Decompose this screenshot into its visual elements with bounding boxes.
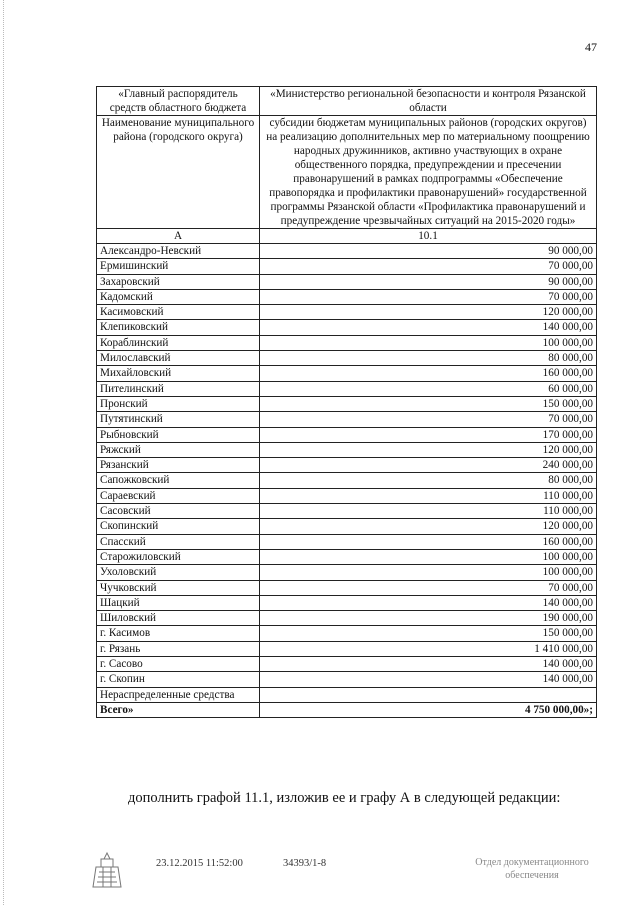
amount-cell: 100 000,00 — [260, 335, 597, 350]
table-row — [97, 259, 597, 274]
district-name-cell: Клепиковский — [97, 320, 260, 335]
table-row — [97, 580, 597, 595]
table-row — [97, 488, 597, 503]
table-row — [97, 687, 597, 702]
table-row — [97, 335, 597, 350]
district-name-cell: г. Скопин — [97, 672, 260, 687]
district-name-cell: Чучковский — [97, 580, 260, 595]
amount-cell: 90 000,00 — [260, 274, 597, 289]
district-name-cell: Старожиловский — [97, 549, 260, 564]
amount-cell: 80 000,00 — [260, 473, 597, 488]
table-row — [97, 289, 597, 304]
amount-cell: 120 000,00 — [260, 519, 597, 534]
table-row — [97, 611, 597, 626]
header-distributor-label: «Главный распорядитель средств областного бюджета — [97, 87, 260, 116]
district-name-cell: Скопинский — [97, 519, 260, 534]
amount-cell: 110 000,00 — [260, 488, 597, 503]
table-row — [97, 504, 597, 519]
table-total-row — [97, 702, 597, 717]
amount-cell: 110 000,00 — [260, 504, 597, 519]
table-header-row-2 — [97, 116, 597, 229]
footer-department: Отдел документационного обеспечения — [475, 857, 589, 881]
amount-cell: 150 000,00 — [260, 396, 597, 411]
district-name-cell: Кораблинский — [97, 335, 260, 350]
district-name-cell: Шацкий — [97, 595, 260, 610]
total-value: 4 750 000,00»; — [260, 702, 597, 717]
district-name-cell: Захаровский — [97, 274, 260, 289]
amendment-text: дополнить графой 11.1, изложив ее и графу А в следующей редакции: — [128, 790, 561, 806]
table-row — [97, 320, 597, 335]
amount-cell: 100 000,00 — [260, 565, 597, 580]
amount-cell: 140 000,00 — [260, 595, 597, 610]
district-name-cell: Сапожковский — [97, 473, 260, 488]
footer-date: 23.12.2015 11:52:00 — [156, 858, 243, 869]
amount-cell: 170 000,00 — [260, 427, 597, 442]
table-header-row-3 — [97, 229, 597, 244]
table-row — [97, 519, 597, 534]
table-row — [97, 427, 597, 442]
table-row — [97, 458, 597, 473]
amount-cell: 100 000,00 — [260, 549, 597, 564]
district-name-cell: Путятинский — [97, 412, 260, 427]
amount-cell: 70 000,00 — [260, 289, 597, 304]
emblem-logo-icon — [88, 850, 126, 890]
table-row — [97, 534, 597, 549]
total-label: Всего» — [97, 702, 260, 717]
amount-cell: 80 000,00 — [260, 351, 597, 366]
header-col-a: А — [97, 229, 260, 244]
header-district-name: Наименование муниципального района (городского округа) — [97, 116, 260, 229]
header-col-10-1: 10.1 — [260, 229, 597, 244]
district-name-cell: Нераспределенные средства — [97, 687, 260, 702]
table-row — [97, 442, 597, 457]
amount-cell: 120 000,00 — [260, 305, 597, 320]
district-name-cell: г. Касимов — [97, 626, 260, 641]
table-row — [97, 412, 597, 427]
table-row — [97, 565, 597, 580]
district-name-cell: Милославский — [97, 351, 260, 366]
header-subsidy-description: субсидии бюджетам муниципальных районов (городских округов) на реализацию дополнительных мер по материальному поощрению народных дружинников, активно участвующих в охране общественного порядка, предупреждении и пресечении правонарушений в рамках подпрограммы «Обеспечение правопорядка и профилактики правонарушений» государственной программы Рязанской области «Профилактика правонарушений и предупреждение чрезвычайных ситуаций на 2015-2020 годы» — [260, 116, 597, 229]
amount-cell: 60 000,00 — [260, 381, 597, 396]
footer-doc-number: 34393/1-8 — [283, 858, 327, 869]
district-name-cell: г. Рязань — [97, 641, 260, 656]
amount-cell: 120 000,00 — [260, 442, 597, 457]
amount-cell: 160 000,00 — [260, 534, 597, 549]
amount-cell: 1 410 000,00 — [260, 641, 597, 656]
table-row — [97, 381, 597, 396]
amount-cell: 70 000,00 — [260, 580, 597, 595]
district-name-cell: Спасский — [97, 534, 260, 549]
district-name-cell: Сасовский — [97, 504, 260, 519]
table-row — [97, 351, 597, 366]
district-name-cell: Рыбновский — [97, 427, 260, 442]
district-name-cell: Рязанский — [97, 458, 260, 473]
district-name-cell: Сараевский — [97, 488, 260, 503]
amount-cell: 140 000,00 — [260, 657, 597, 672]
district-name-cell: Пронский — [97, 396, 260, 411]
table-row — [97, 305, 597, 320]
table-row — [97, 274, 597, 289]
district-name-cell: Ермишинский — [97, 259, 260, 274]
table-row — [97, 473, 597, 488]
amount-cell: 150 000,00 — [260, 626, 597, 641]
table-row — [97, 549, 597, 564]
amount-cell: 70 000,00 — [260, 259, 597, 274]
scan-edge-line — [3, 0, 5, 905]
district-name-cell: Касимовский — [97, 305, 260, 320]
table-row — [97, 595, 597, 610]
amount-cell: 140 000,00 — [260, 320, 597, 335]
table-row — [97, 626, 597, 641]
table-row — [97, 396, 597, 411]
table-row — [97, 672, 597, 687]
table-row — [97, 657, 597, 672]
header-ministry: «Министерство региональной безопасности и контроля Рязанской области — [260, 87, 597, 116]
page-number: 47 — [585, 40, 597, 54]
district-name-cell: Ряжский — [97, 442, 260, 457]
table-header-row-1 — [97, 87, 597, 116]
table-row — [97, 641, 597, 656]
amount-cell: 90 000,00 — [260, 244, 597, 259]
amount-cell — [260, 687, 597, 702]
table-row — [97, 244, 597, 259]
subsidy-table — [96, 86, 597, 718]
amount-cell: 70 000,00 — [260, 412, 597, 427]
amount-cell: 240 000,00 — [260, 458, 597, 473]
table-row — [97, 366, 597, 381]
amount-cell: 160 000,00 — [260, 366, 597, 381]
district-name-cell: Ухоловский — [97, 565, 260, 580]
district-name-cell: г. Сасово — [97, 657, 260, 672]
district-name-cell: Кадомский — [97, 289, 260, 304]
amount-cell: 190 000,00 — [260, 611, 597, 626]
district-name-cell: Шиловский — [97, 611, 260, 626]
district-name-cell: Пителинский — [97, 381, 260, 396]
district-name-cell: Михайловский — [97, 366, 260, 381]
district-name-cell: Александро-Невский — [97, 244, 260, 259]
amount-cell: 140 000,00 — [260, 672, 597, 687]
